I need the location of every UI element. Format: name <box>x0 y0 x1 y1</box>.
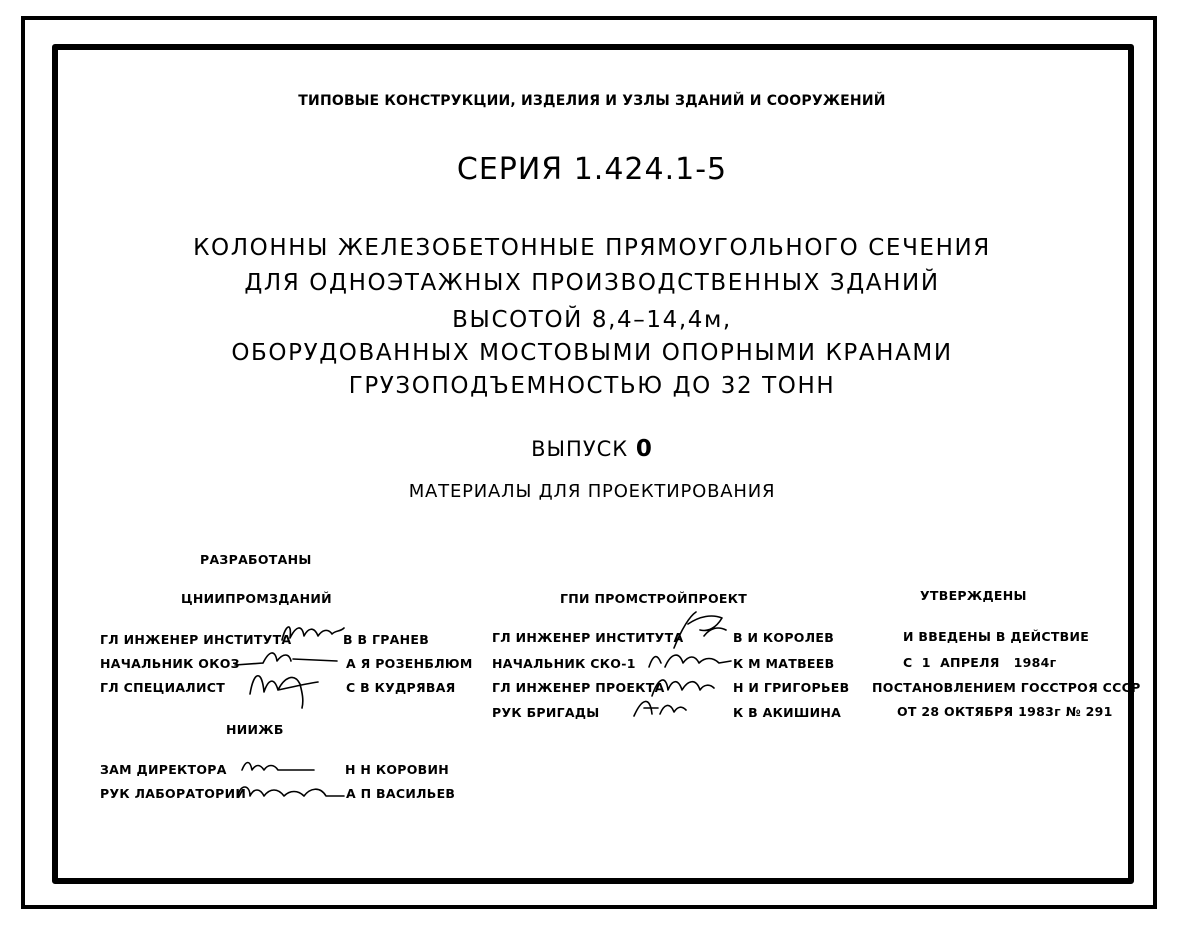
org2-role-2: РУК ЛАБОРАТОРИИ <box>100 786 247 801</box>
org3-person-2: К М МАТВЕЕВ <box>733 656 835 671</box>
title-line-4: ОБОРУДОВАННЫХ МОСТОВЫМИ ОПОРНЫМИ КРАНАМИ <box>231 340 953 366</box>
org2-person-2: А П ВАСИЛЬЕВ <box>346 786 456 801</box>
approval-line-4: ОТ 28 ОКТЯБРЯ 1983г № 291 <box>897 704 1113 719</box>
org3-role-3: ГЛ ИНЖЕНЕР ПРОЕКТА <box>492 680 665 695</box>
org2-name: НИИЖБ <box>226 722 284 737</box>
issue-heading <box>0 436 1184 462</box>
org3-name: ГПИ ПРОМСТРОЙПРОЕКТ <box>560 591 748 606</box>
org3-role-1: ГЛ ИНЖЕНЕР ИНСТИТУТА <box>492 630 684 645</box>
org3-role-2: НАЧАЛЬНИК СКО-1 <box>492 656 636 671</box>
org1-role-2: НАЧАЛЬНИК ОКОЗ <box>100 656 240 671</box>
signature-vasilyev <box>234 780 350 806</box>
org3-role-4: РУК БРИГАДЫ <box>492 705 600 720</box>
materials-subtitle: МАТЕРИАЛЫ ДЛЯ ПРОЕКТИРОВАНИЯ <box>408 481 776 502</box>
approval-line-3: ПОСТАНОВЛЕНИЕМ ГОССТРОЯ СССР <box>872 680 1141 695</box>
approval-title: УТВЕРЖДЕНЫ <box>920 588 1027 603</box>
org1-person-2: А Я РОЗЕНБЛЮМ <box>346 656 473 671</box>
org2-role-1: ЗАМ ДИРЕКТОРА <box>100 762 227 777</box>
org2-person-1: Н Н КОРОВИН <box>345 762 450 777</box>
developed-label: РАЗРАБОТАНЫ <box>200 552 312 567</box>
signature-kudryavaya <box>244 664 324 712</box>
issue-label: ВЫПУСК <box>531 437 629 461</box>
org1-person-3: С В КУДРЯВАЯ <box>346 680 456 695</box>
org3-person-1: В И КОРОЛЕВ <box>733 630 835 645</box>
org3-person-4: К В АКИШИНА <box>733 705 842 720</box>
supertitle: ТИПОВЫЕ КОНСТРУКЦИИ, ИЗДЕЛИЯ И УЗЛЫ ЗДАНИЙ И СООРУЖЕНИЙ <box>298 93 886 109</box>
org1-person-1: В В ГРАНЕВ <box>343 632 430 647</box>
title-line-5: ГРУЗОПОДЪЕМНОСТЬЮ ДО 32 ТОНН <box>348 373 836 399</box>
approval-line-2: С 1 АПРЕЛЯ 1984г <box>903 655 1057 670</box>
org1-role-1: ГЛ ИНЖЕНЕР ИНСТИТУТА <box>100 632 292 647</box>
title-line-2: ДЛЯ ОДНОЭТАЖНЫХ ПРОИЗВОДСТВЕННЫХ ЗДАНИЙ <box>244 270 940 296</box>
approval-line-1: И ВВЕДЕНЫ В ДЕЙСТВИЕ <box>903 629 1090 644</box>
title-line-1: КОЛОННЫ ЖЕЛЕЗОБЕТОННЫЕ ПРЯМОУГОЛЬНОГО СЕЧЕНИЯ <box>193 235 991 261</box>
series-title: СЕРИЯ 1.424.1-5 <box>456 152 728 187</box>
signature-korovin <box>238 756 318 778</box>
org1-name: ЦНИИПРОМЗДАНИЙ <box>181 591 332 606</box>
org3-person-3: Н И ГРИГОРЬЕВ <box>733 680 850 695</box>
org1-role-3: ГЛ СПЕЦИАЛИСТ <box>100 680 226 695</box>
signature-akishina <box>630 692 690 722</box>
issue-number: 0 <box>635 436 653 462</box>
title-line-3: ВЫСОТОЙ 8,4–14,4м, <box>452 307 732 333</box>
